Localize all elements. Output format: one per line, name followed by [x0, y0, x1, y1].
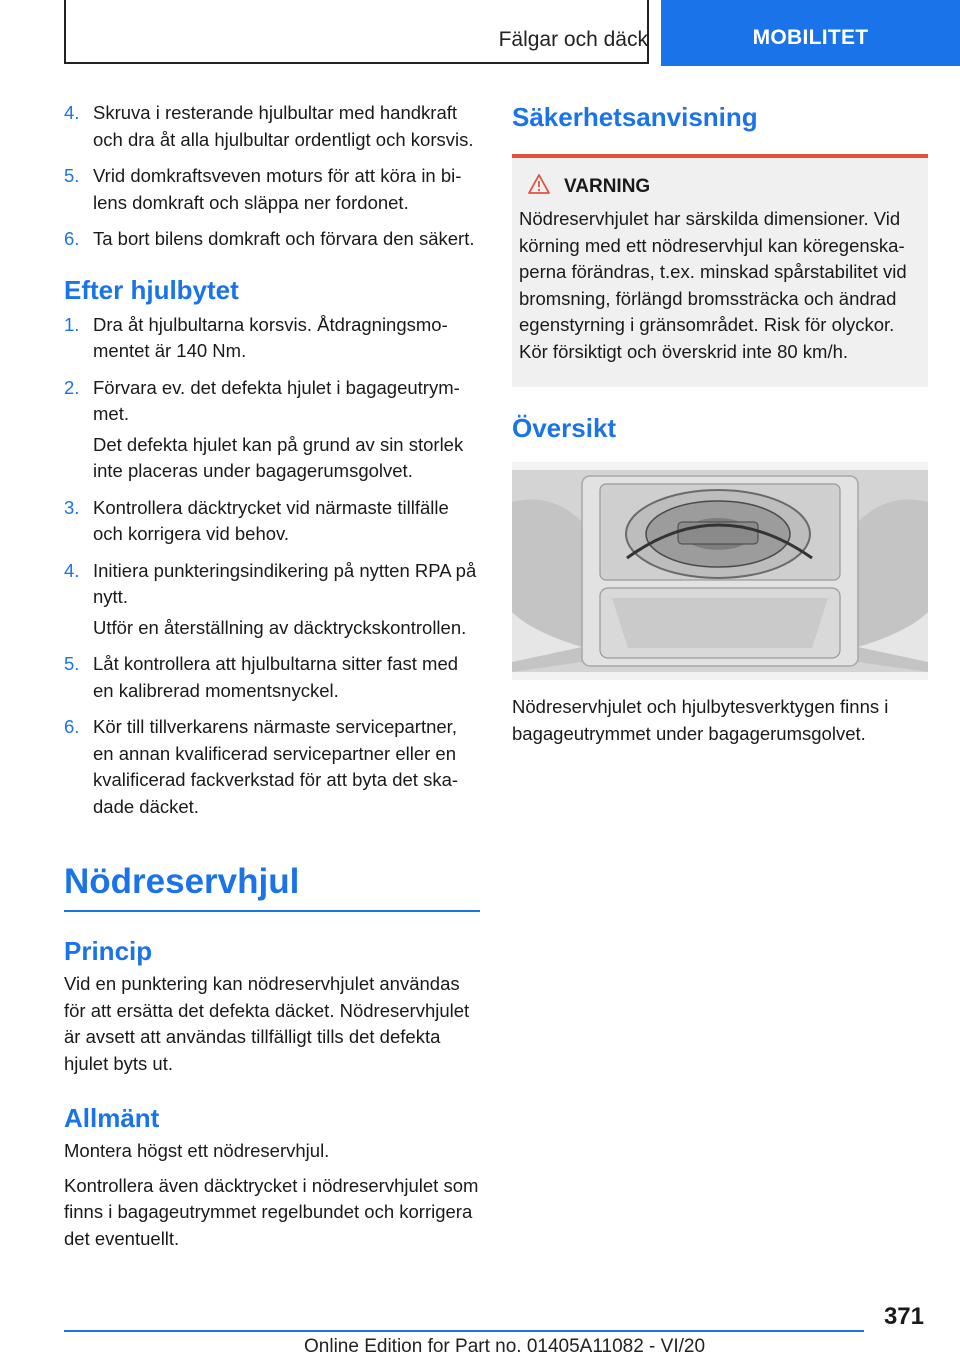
step-text: Vrid domkraftsveven moturs för att köra in bilens domkraft och släppa ner fordonet.	[93, 165, 462, 213]
footer-edition: Online Edition for Part no. 01405A11082 - VI/20	[304, 1336, 706, 1357]
step-number: 4.	[64, 102, 80, 123]
list-item	[64, 226, 480, 253]
steps-list-a	[64, 100, 480, 253]
general-text: Kontrollera även däcktrycket i nödreservhjulet som finns i bagageutrymmet regelbundet och korrigera det eventuellt.	[64, 1174, 479, 1249]
principle-text: Vid en punktering kan nödreservhjulet användas för att ersätta det defekta däcket. Nödreservhjulet är avsett att användas tillfälligt tills det defekta hjulet byts ut.	[64, 973, 470, 1074]
step-note: Det defekta hjulet kan på grund av sin storlek inte placeras under bagagerumsgolvet.	[93, 433, 464, 481]
page-number: 371	[883, 1303, 924, 1330]
step-note: Utför en återställning av däcktryckskontrollen.	[93, 616, 467, 638]
warning-header	[528, 174, 918, 200]
step-text: Kontrollera däcktrycket vid närmaste tillfälle och korrigera vid behov.	[93, 496, 449, 544]
list-item	[64, 495, 480, 548]
figure-caption: Nödreservhjulet och hjulbytesverktygen finns i bagageutrymmet under bagagerumsgolvet.	[512, 696, 889, 744]
step-text: Kör till tillverkarens närmaste servicepartner, en annan kvalificerad servicepartner eller en kvalificerad fackverkstad för att byta det skadade däcket.	[93, 716, 459, 817]
spare-wheel-figure	[512, 462, 928, 680]
step-number: 4.	[64, 559, 80, 581]
heading-safety: Säkerhetsanvisning	[512, 102, 758, 132]
list-item	[64, 312, 480, 365]
list-item	[64, 163, 480, 216]
list-item	[64, 651, 480, 704]
step-text: Dra åt hjulbultarna korsvis. Åtdragningsmomentet är 140 Nm.	[93, 313, 448, 361]
warning-triangle-icon	[528, 174, 564, 200]
heading-general: Allmänt	[64, 1103, 160, 1133]
step-text: Låt kontrollera att hjulbultarna sitter fast med en kalibrerad momentsnyckel.	[93, 653, 459, 701]
right-column	[512, 100, 928, 747]
step-number: 3.	[64, 496, 80, 518]
step-number: 6.	[64, 716, 80, 737]
section-title: Fälgar och däck	[498, 28, 648, 51]
step-body	[93, 558, 480, 642]
list-item	[64, 375, 480, 485]
heading-spare-wheel: Nödreservhjul	[64, 862, 480, 912]
warning-box	[512, 154, 928, 387]
chapter-tab[interactable]: MOBILITET	[661, 0, 960, 66]
steps-list-b	[64, 312, 480, 821]
step-text: Ta bort bilens domkraft och förvara den säkert.	[93, 228, 475, 249]
list-item	[64, 714, 480, 820]
step-number: 5.	[64, 653, 80, 674]
list-item	[64, 100, 480, 153]
left-column	[64, 100, 480, 1252]
step-number: 2.	[64, 376, 80, 398]
heading-overview: Översikt	[512, 413, 617, 443]
step-text: Initiera punkteringsindikering på nytten RPA på nytt.	[93, 559, 477, 607]
general-text: Montera högst ett nödreservhjul.	[64, 1140, 330, 1161]
footer-divider	[64, 1330, 864, 1332]
step-number: 6.	[64, 228, 80, 249]
step-number: 1.	[64, 313, 80, 335]
step-body	[93, 375, 480, 485]
step-text: Förvara ev. det defekta hjulet i bagageutrymmet.	[93, 376, 460, 424]
warning-label: VARNING	[564, 176, 651, 197]
list-item	[64, 558, 480, 642]
heading-after-wheel-change: Efter hjulbytet	[64, 274, 239, 305]
step-number: 5.	[64, 165, 80, 186]
warning-text: Nödreservhjulet har särskilda dimensioner. Vid körning med ett nödreservhjul kan köregenskaperna förändras, t.ex. minskad spårstabilitet vid bromsning, förlängd bromssträcka och ändrad egenstyrning i gränsområdet. Risk för olyckor. Kör försiktigt och överskrid inte 80 km/h.	[519, 208, 907, 362]
heading-principle: Princip	[64, 936, 153, 966]
step-text: Skruva i resterande hjulbultar med handkraft och dra åt alla hjulbultar ordentligt och korsvis.	[93, 102, 474, 150]
